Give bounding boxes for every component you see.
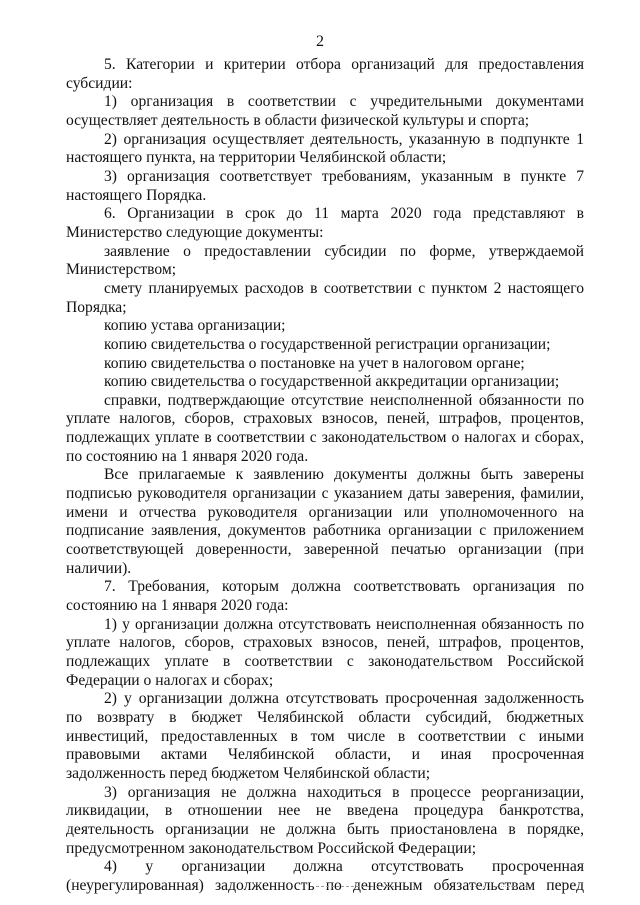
page-number: 2 xyxy=(316,33,324,50)
paragraph-requirement-3: 3) организация не должна находиться в процессе реорганизации, ликвидации, в отношении нее не введена процедура банкротства, деятельность организации не должна быть приостановлена в порядке, предусмотренном законодательством Российской Федерации; xyxy=(66,783,584,857)
paragraph-document-application: заявление о предоставлении субсидии по форме, утверждаемой Министерством; xyxy=(66,242,584,279)
paragraph-document-tax-certificates: справки, подтверждающие отсутствие неисполненной обязанности по уплате налогов, сборов, страховых взносов, пеней, штрафов, процентов, подлежащих уплате в соответствии с законодательством о налогах и сборах, по состоянию на 1 января 2020 года. xyxy=(66,391,584,465)
paragraph-item-7-heading: 7. Требования, которым должна соответствовать организация по состоянию на 1 января 2020 года: xyxy=(66,578,584,615)
paragraph-document-charter: копию устава организации; xyxy=(104,317,286,335)
paragraph-requirement-4: 4) у организации должна отсутствовать просроченная (неурегулированная) задолженность по денежным обязательствам перед xyxy=(66,858,584,894)
paragraph-criterion-3: 3) организация соответствует требованиям, указанным в пункте 7 настоящего Порядка. xyxy=(66,167,584,204)
paragraph-criterion-2: 2) организация осуществляет деятельность, указанную в подпункте 1 настоящего пункта, на территории Челябинской области; xyxy=(66,130,584,167)
paragraph-document-registration: копию свидетельства о государственной регистрации организации; xyxy=(104,335,551,353)
paragraph-requirement-2: 2) у организации должна отсутствовать просроченная задолженность по возврату в бюджет Челябинской области субсидий, бюджетных инвестиций, предоставленных в том числе в соответствии с иными правовыми актами Челябинской области, и иная просроченная задолженность перед бюджетом Челябинской области; xyxy=(66,690,584,782)
scan-artifact-line xyxy=(316,886,394,887)
document-body xyxy=(66,56,584,896)
paragraph-document-estimate: смету планируемых расходов в соответствии с пунктом 2 настоящего Порядка; xyxy=(66,279,584,316)
paragraph-document-certification: Все прилагаемые к заявлению документы должны быть заверены подписью руководителя организации с указанием даты заверения, фамилии, имени и отчества руководителя организации или уполномоченного на подписание заявления, документов работника организации с приложением соответствующей доверенности, заверенной печатью организации (при наличии). xyxy=(66,466,584,577)
paragraph-item-6-heading: 6. Организации в срок до 11 марта 2020 года представляют в Министерство следующие документы: xyxy=(66,205,584,241)
paragraph-criterion-1: 1) организация в соответствии с учредительными документами осуществляет деятельность в области физической культуры и спорта; xyxy=(66,93,584,129)
paragraph-document-tax-registration: копию свидетельства о постановке на учет в налоговом органе; xyxy=(104,354,525,372)
paragraph-requirement-1: 1) у организации должна отсутствовать неисполненная обязанность по уплате налогов, сборов, страховых взносов, пеней, штрафов, процентов, подлежащих уплате в соответствии с законодательством Российской Федерации о налогах и сборах; xyxy=(66,615,584,689)
paragraph-document-accreditation: копию свидетельства о государственной аккредитации организации; xyxy=(104,373,560,391)
paragraph-item-5-heading: 5. Категории и критерии отбора организаций для предоставления субсидии: xyxy=(66,56,584,92)
scan-artifact-line xyxy=(470,886,530,887)
